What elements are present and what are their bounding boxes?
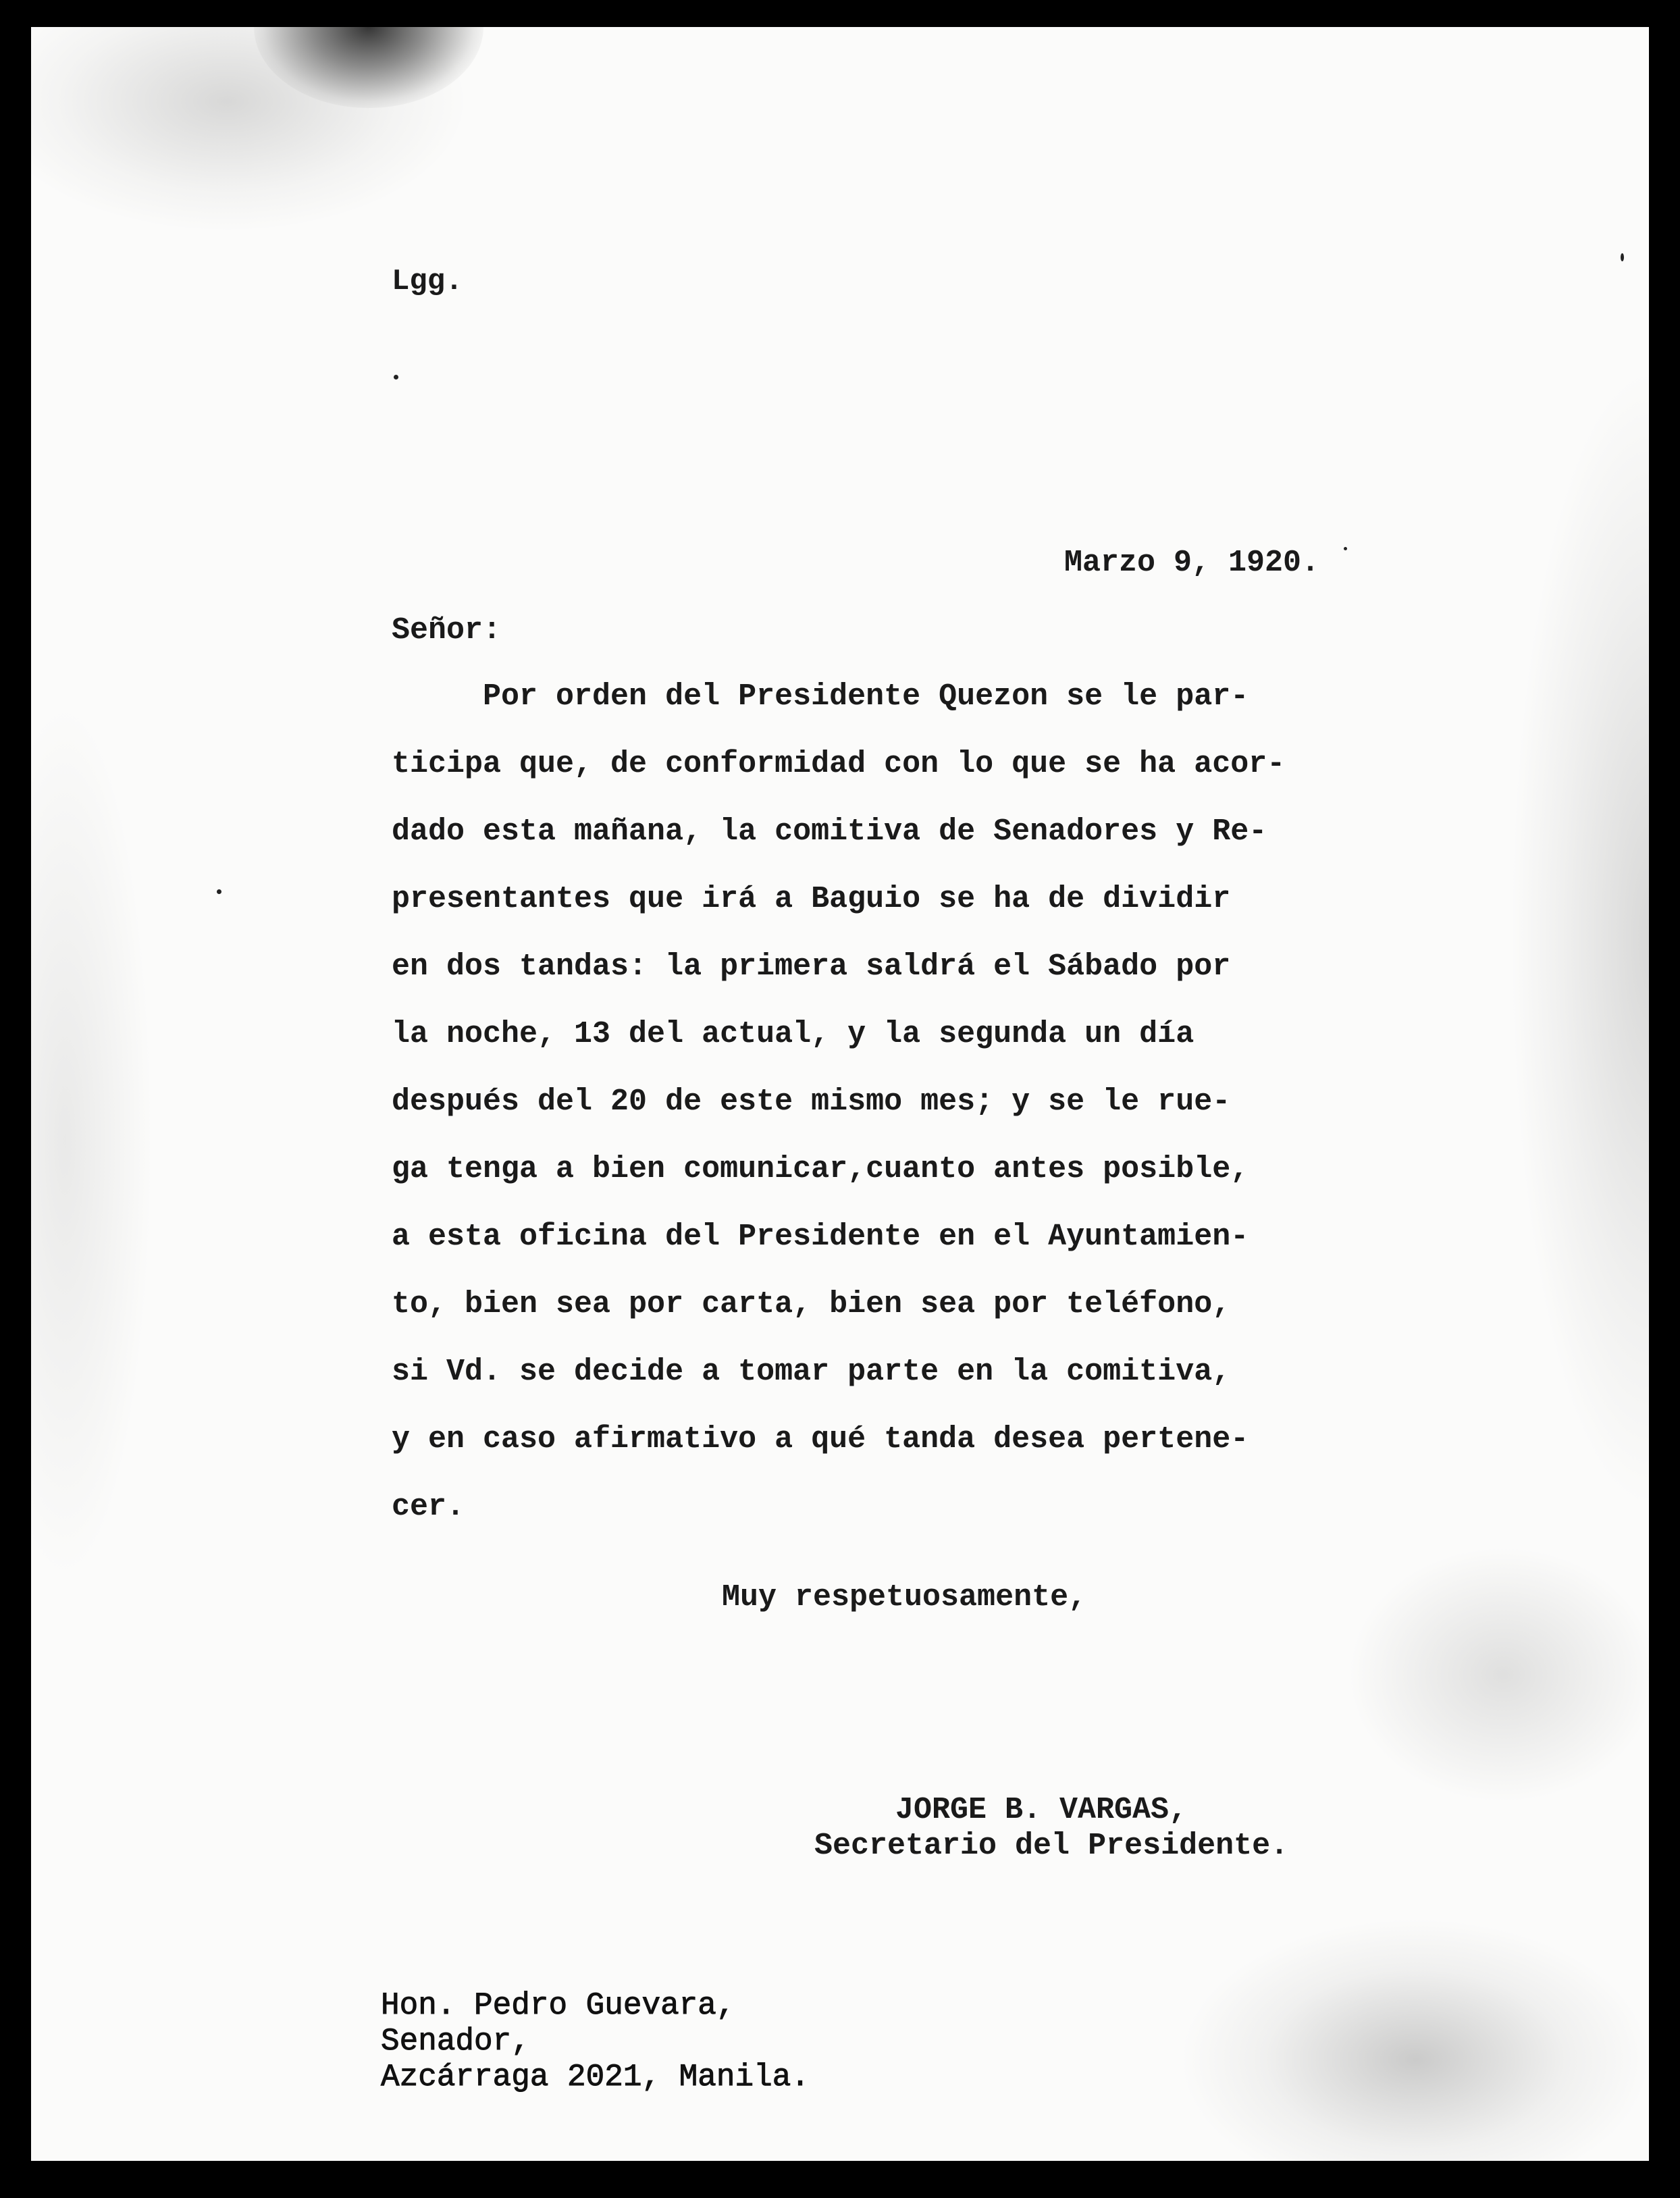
letter-date: Marzo 9, 1920. [1064,546,1320,580]
body-line: la noche, 13 del actual, y la segunda un día [392,1017,1195,1051]
body-line: y en caso afirmativo a qué tanda desea pertene- [392,1422,1249,1457]
recipient-position: Senador, [381,2024,530,2059]
ink-blot [254,27,483,108]
body-line: to, bien sea por carta, bien sea por teléfono, [392,1287,1231,1322]
signatory-name: JORGE B. VARGAS, [895,1793,1188,1827]
paper-speck [1344,547,1347,550]
body-line: ticipa que, de conformidad con lo que se ha acor- [392,747,1286,781]
recipient-name: Hon. Pedro Guevara, [381,1988,735,2023]
signatory-title: Secretario del Presidente. [814,1829,1289,1863]
body-line: después del 20 de este mismo mes; y se le rue- [392,1084,1231,1119]
paper-stain [1179,1918,1649,2161]
paper-speck [1621,253,1624,261]
body-line: cer. [392,1490,465,1524]
body-line: dado esta mañana, la comitiva de Senadores y Re- [392,814,1267,849]
paper-stain [1510,365,1649,1513]
body-line: Por orden del Presidente Quezon se le par- [392,679,1249,714]
body-line: en dos tandas: la primera saldrá el Sábado por [392,949,1231,984]
recipient-address: Azcárraga 2021, Manila. [381,2060,810,2095]
body-line: a esta oficina del Presidente en el Ayuntamien- [392,1220,1249,1254]
body-line: ga tenga a bien comunicar,cuanto antes posible, [392,1152,1249,1186]
body-line: si Vd. se decide a tomar parte en la comitiva, [392,1355,1231,1389]
salutation: Señor: [392,613,502,648]
body-line: presentantes que irá a Baguio se ha de dividir [392,882,1231,916]
paper-stain [31,27,463,230]
paper-stain [31,702,153,1580]
paper-speck [394,375,398,380]
reference-initials: Lgg. [392,265,463,298]
letter-page [31,27,1649,2161]
closing: Muy respetuosamente, [722,1580,1087,1615]
paper-speck [217,889,221,894]
paper-stain [1348,1546,1649,1803]
